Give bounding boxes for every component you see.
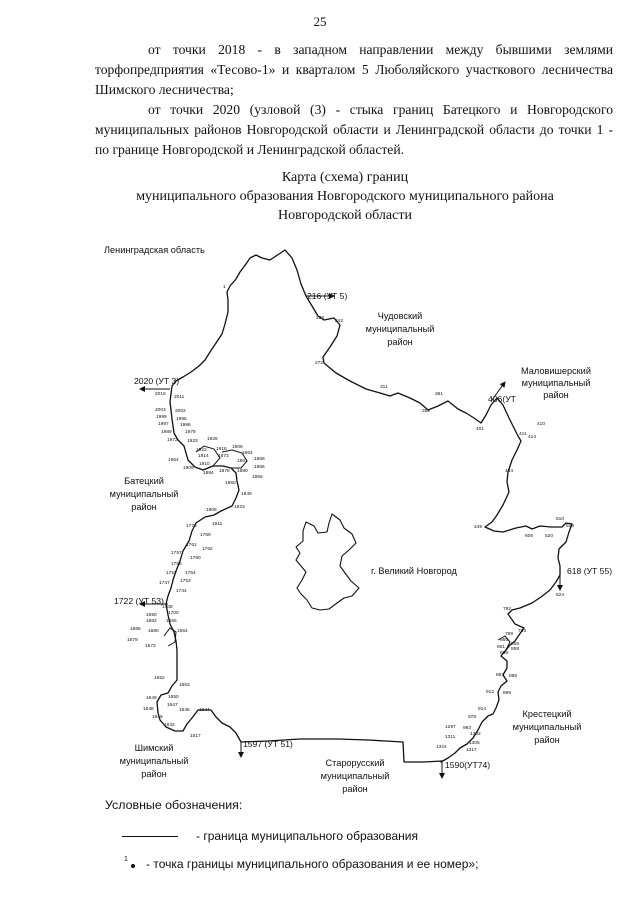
paragraph-1: от точки 2018 - в западном направлении между бывшими землями торфопредприятия «Тесово-1» и кварталом 5 Люболяйского участкового лесничества Шимского лесничества; xyxy=(95,42,613,97)
point-label: 414 xyxy=(528,435,537,440)
point-label: 1997 xyxy=(158,422,169,427)
point-label: 1856 xyxy=(254,465,265,470)
point-label: 1926 xyxy=(207,437,218,442)
point-label: 1755 xyxy=(171,562,182,567)
point-label: 1884 xyxy=(203,471,214,476)
point-label: 1861 xyxy=(237,459,248,464)
point-label: 1858 xyxy=(254,457,265,462)
point-label: 1805 xyxy=(206,508,217,513)
point-label: 1762 xyxy=(202,547,213,552)
point-label: 1757 xyxy=(171,551,182,556)
point-label: 411 xyxy=(519,432,527,437)
point-label: 1986 xyxy=(180,423,191,428)
point-label: 1682 xyxy=(146,619,157,624)
point-label: 1906 xyxy=(232,445,243,450)
region-krestetsky-line-3: район xyxy=(534,735,560,745)
point-label: 2011 xyxy=(174,395,185,400)
point-labels xyxy=(127,284,574,753)
point-label: 272 xyxy=(315,361,324,366)
point-label: 1855 xyxy=(252,475,263,480)
node-label-406: 406(УТ xyxy=(488,394,516,404)
point-label: 1647 xyxy=(167,703,178,708)
map-title-line-2: муниципального образования Новгородского муниципального района xyxy=(136,189,554,204)
region-chudovo-line-2: муниципальный xyxy=(365,324,435,334)
point-label: 1645 xyxy=(179,708,190,713)
point-label: 1653 xyxy=(179,683,190,688)
point-label: 1680 xyxy=(148,629,159,634)
point-label: 1922 xyxy=(196,448,207,453)
region-starorussky-line-3: район xyxy=(342,784,368,794)
point-label: 1655 xyxy=(166,619,177,624)
legend-boundary-text: - граница муниципального образования xyxy=(196,829,418,843)
point-label: 1761 xyxy=(186,543,197,548)
point-label: 978 xyxy=(468,715,477,720)
point-label: 858 xyxy=(511,642,520,647)
node-label-216: 216 (УТ 5) xyxy=(307,291,348,301)
point-label: 1744 xyxy=(176,589,187,594)
point-label: 1648 xyxy=(143,707,154,712)
point-label: 525 xyxy=(566,524,575,529)
point-label: 993 xyxy=(463,726,472,731)
region-krestetsky-line-1: Крестецкий xyxy=(522,709,572,719)
node-label-1590: 1590(УТ74) xyxy=(445,760,491,770)
region-shimsky-line-2: муниципальный xyxy=(119,756,189,766)
region-chudovo-line-1: Чудовский xyxy=(377,311,423,321)
legend-point-text: - точка границы муниципального образования и ее номер»; xyxy=(146,857,479,871)
node-label-2020: 2020 (УТ 3) xyxy=(134,376,180,386)
point-label: 434 xyxy=(505,469,514,474)
point-label: 1297 xyxy=(445,725,456,730)
point-label: 361 xyxy=(435,392,444,397)
point-label: 1754 xyxy=(185,571,196,576)
point-label: 1302 xyxy=(470,732,481,737)
point-label: 914 xyxy=(478,707,487,712)
point-label: 1849 xyxy=(241,492,252,497)
point-label: 1747 xyxy=(159,581,170,586)
point-label: 311 xyxy=(380,385,388,390)
point-label: 1617 xyxy=(190,734,201,739)
region-batetsky-line-2: муниципальный xyxy=(109,489,179,499)
point-label: 606 xyxy=(525,534,534,539)
region-starorussky-line-1: Старорусский xyxy=(325,758,385,768)
point-label: 1685 xyxy=(130,627,141,632)
point-label: 859 xyxy=(511,647,520,652)
legend-point-dot-icon xyxy=(131,864,135,868)
point-label: 1933 xyxy=(187,439,198,444)
region-chudovo-line-3: район xyxy=(387,337,413,347)
map-title-line-1: Карта (схема) границ xyxy=(281,170,409,185)
point-label: 1700 xyxy=(168,611,179,616)
point-label: 1679 xyxy=(127,638,138,643)
legend-title: Условные обозначения: xyxy=(105,798,243,812)
point-label: 1752 xyxy=(166,571,177,576)
map-title-line-3: Новгородской области xyxy=(278,208,412,223)
point-label: 1652 xyxy=(154,676,165,681)
region-shimsky-line-3: район xyxy=(141,769,167,779)
point-label: 1 xyxy=(223,285,226,290)
region-starorussky-line-2: муниципальный xyxy=(320,771,390,781)
region-novgorod-city: г. Великий Новгород xyxy=(371,566,457,576)
point-label: 885 xyxy=(509,674,518,679)
legend-point-number: 1 xyxy=(124,856,128,863)
region-malovishera-line-3: район xyxy=(543,390,569,400)
point-label: 868 xyxy=(500,651,509,656)
point-label: 887 xyxy=(496,673,505,678)
region-shimsky-line-1: Шимский xyxy=(134,743,174,753)
node-label-1597: 1597 (УТ 51) xyxy=(243,739,293,749)
paragraph-2: от точки 2020 (узловой (3) - стыка границ Батецкого и Новгородского муниципальных районов Новгородской области и Ленинградской области до точки 1 - по границе Новгородской и Ленинградской областей. xyxy=(95,102,613,157)
point-label: 1972 xyxy=(167,438,178,443)
point-label: 401 xyxy=(476,427,485,432)
region-leningrad: Ленинградская область xyxy=(104,245,205,255)
point-label: 1909 xyxy=(183,466,194,471)
point-label: 242 xyxy=(335,319,344,324)
point-label: 899 xyxy=(503,691,512,696)
point-label: 449 xyxy=(474,525,483,530)
point-label: 352 xyxy=(422,409,431,414)
point-label: 1910 xyxy=(199,462,210,467)
novgorod-city-boundary xyxy=(296,514,359,610)
point-label: 1964 xyxy=(168,458,179,463)
point-label: 912 xyxy=(486,690,495,695)
point-label: 782 xyxy=(503,607,512,612)
point-label: 1317 xyxy=(466,748,477,753)
point-label: 520 xyxy=(545,534,554,539)
node-label-618: 618 (УТ 55) xyxy=(567,566,613,576)
region-batetsky-line-1: Батецкий xyxy=(124,476,164,486)
point-label: 1708 xyxy=(162,605,173,610)
point-label: 2018 xyxy=(155,392,166,397)
node-label-1722: 1722 (УТ 53) xyxy=(114,596,164,606)
region-malovishera-line-2: муниципальный xyxy=(521,378,591,388)
point-label: 1673 xyxy=(145,644,156,649)
point-label: 1646 xyxy=(152,715,163,720)
point-label: 789 xyxy=(505,632,514,637)
point-label: 1654 xyxy=(177,629,188,634)
point-label: 1760 xyxy=(190,556,201,561)
point-label: 1823 xyxy=(234,505,245,510)
point-label: 1873 xyxy=(218,454,229,459)
point-label: 1690 xyxy=(146,613,157,618)
point-label: 1978 xyxy=(185,430,196,435)
point-label: 1995 xyxy=(176,417,187,422)
region-krestetsky-line-2: муниципальный xyxy=(512,722,582,732)
point-label: 1999 xyxy=(156,415,167,420)
point-label: 510 xyxy=(556,517,565,522)
point-label: 1916 xyxy=(216,447,227,452)
point-label: 410 xyxy=(537,422,546,427)
point-label: 2002 xyxy=(175,409,186,414)
point-label: 1914 xyxy=(198,454,209,459)
point-label: 1644 xyxy=(199,708,210,713)
point-label: 228 xyxy=(316,316,325,321)
point-label: 1880 xyxy=(237,469,248,474)
point-label: 1649 xyxy=(146,696,157,701)
region-batetsky-line-3: район xyxy=(131,502,157,512)
page-number: 25 xyxy=(313,14,327,29)
point-label: 861 xyxy=(497,645,506,650)
point-label: 1811 xyxy=(212,522,223,527)
point-label: 1769 xyxy=(200,533,211,538)
legend-boundary-line-symbol xyxy=(122,836,178,837)
point-label: 1311 xyxy=(445,735,456,740)
point-label: 865 xyxy=(500,638,509,643)
point-label: 1642 xyxy=(164,723,175,728)
point-label: 1324 xyxy=(436,745,447,750)
point-label: 1305 xyxy=(469,741,480,746)
district-boundary-line xyxy=(157,250,575,762)
point-label: 624 xyxy=(556,593,565,598)
point-label: 1850 xyxy=(225,481,236,486)
region-malovishera-line-1: Маловишерский xyxy=(521,366,591,376)
point-label: 1776 xyxy=(186,524,197,529)
point-label: 1753 xyxy=(180,579,191,584)
point-label: 1876 xyxy=(219,469,230,474)
point-label: 1650 xyxy=(168,695,179,700)
point-label: 793 xyxy=(518,629,527,634)
point-label: 1864 xyxy=(242,451,253,456)
point-label: 2003 xyxy=(155,408,166,413)
point-label: 1989 xyxy=(161,430,172,435)
